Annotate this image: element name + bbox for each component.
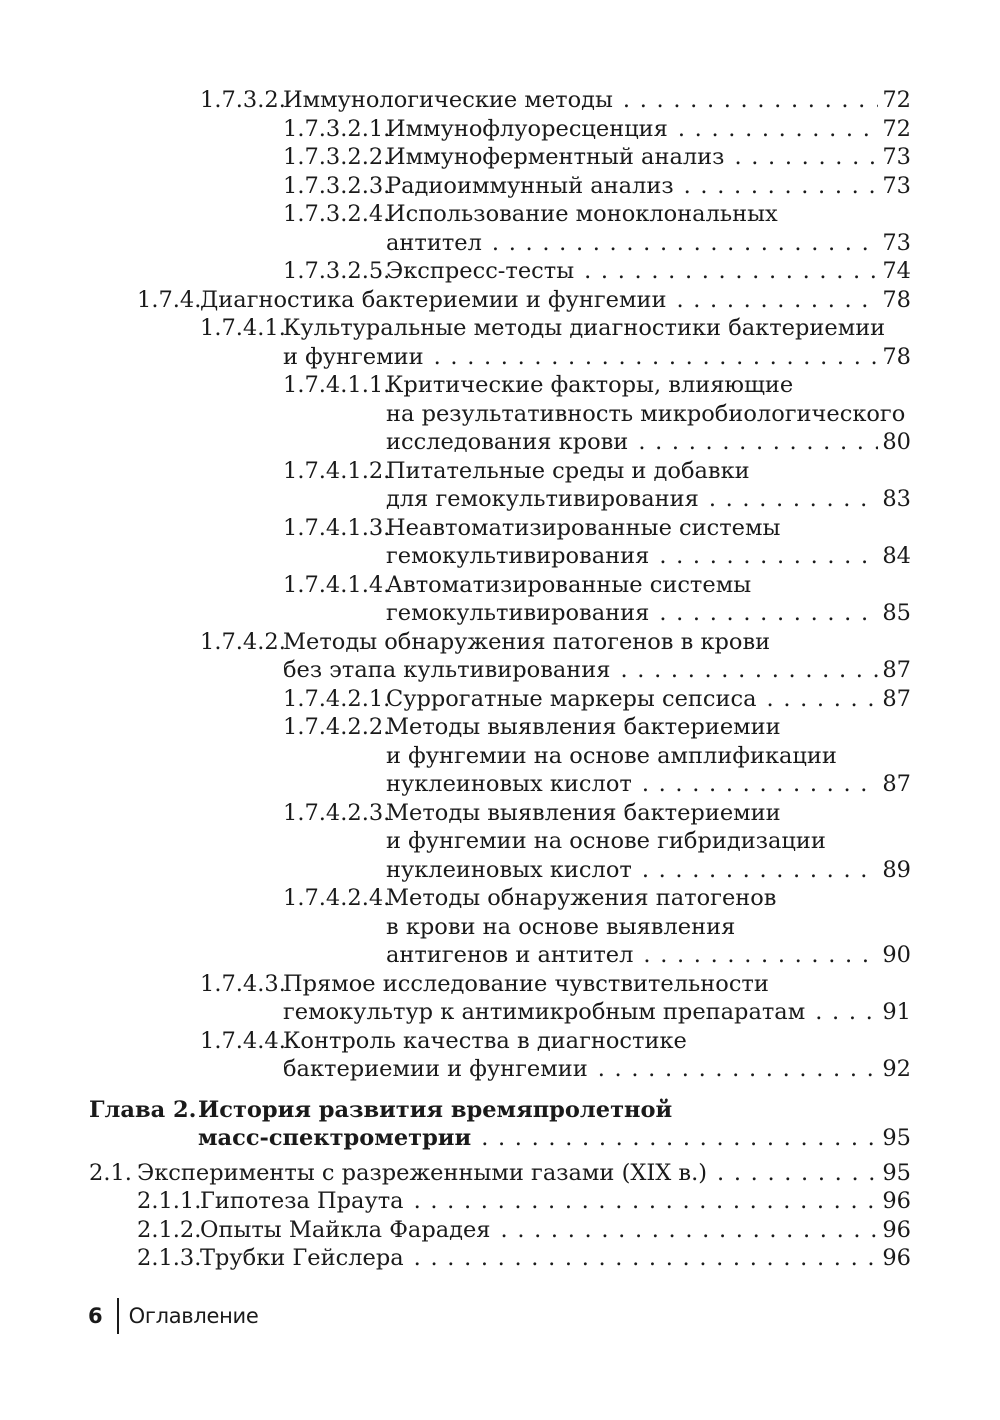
dot-leader: [471, 1124, 878, 1153]
toc-entry-number: 1.7.4.2.3.: [283, 799, 391, 826]
toc-entry-line: [386, 713, 911, 742]
toc-entry-title: Трубки Гейслера: [200, 1245, 404, 1271]
toc-entry-title: Эксперименты с разреженными газами (XIX в.): [137, 1159, 708, 1186]
toc-entry-page: 89: [882, 856, 911, 883]
toc-entry-line: [200, 1216, 911, 1245]
toc-entry-number: 2.1.3.: [137, 1245, 202, 1271]
dot-leader: [724, 143, 878, 172]
toc-entry-line: [283, 314, 911, 343]
toc-entry-title: Иммуноферментный анализ: [386, 144, 725, 170]
toc-entry-line: [386, 172, 911, 201]
toc-entry-title: Иммунологические методы: [283, 87, 613, 113]
toc-entry-page: 78: [882, 343, 911, 370]
toc-entry-line: [386, 799, 911, 828]
toc-entry-number: 2.1.: [89, 1159, 132, 1186]
table-of-contents: [0, 86, 1000, 1273]
toc-entry-title: гемокультивирования: [386, 600, 650, 626]
toc-entry-line: [386, 514, 911, 543]
running-title: Оглавление: [128, 1304, 259, 1328]
toc-entry-page: 90: [882, 942, 911, 968]
toc-entry-number: 1.7.4.2.2.: [283, 714, 391, 740]
toc-entry-number: 1.7.4.1.2.: [283, 457, 391, 484]
toc-entry-line: [386, 542, 911, 571]
dot-leader: [649, 542, 878, 571]
toc-entry-title: нуклеиновых кислот: [386, 771, 632, 797]
toc-entry-number: 1.7.4.1.: [200, 315, 286, 341]
toc-entry-number: 1.7.4.2.4.: [283, 885, 391, 911]
toc-entry-line: [198, 1096, 911, 1125]
toc-entry-line: [386, 485, 911, 514]
dot-leader: [404, 1187, 879, 1216]
toc-entry: [0, 571, 1000, 628]
toc-entry-line: [386, 941, 911, 970]
toc-entry-line: [386, 428, 911, 457]
dot-leader: [699, 485, 879, 514]
toc-entry-number: 1.7.3.2.4.: [283, 201, 391, 227]
toc-entry-title: и фунгемии: [283, 343, 424, 370]
toc-entry-line: [200, 286, 911, 315]
toc-entry-line: [198, 1124, 911, 1153]
toc-entry: [0, 884, 1000, 970]
toc-entry-number: 1.7.3.2.: [200, 87, 286, 113]
toc-entry-line: [283, 970, 911, 999]
toc-entry-title: антигенов и антител: [386, 942, 634, 968]
toc-entry-number: 1.7.4.1.1.: [283, 372, 391, 398]
toc-entry-title: Использование моноклональных: [386, 201, 778, 227]
toc-entry-line: [386, 457, 911, 486]
dot-leader: [668, 115, 879, 144]
toc-entry-line: [386, 884, 911, 913]
toc-entry-title: Критические факторы, влияющие: [386, 372, 794, 398]
toc-entry-title: Методы обнаружения патогенов: [386, 885, 777, 911]
toc-entry-page: 74: [882, 258, 911, 284]
toc-entry-title: Методы обнаружения патогенов в крови: [283, 628, 771, 655]
toc-entry: [0, 457, 1000, 514]
toc-entry-number: 1.7.4.2.: [200, 628, 286, 655]
toc-entry: [0, 143, 1000, 172]
toc-entry-page: 80: [882, 429, 911, 455]
toc-entry: [0, 172, 1000, 201]
toc-entry: [0, 86, 1000, 115]
toc-entry-number: 1.7.4.4.: [200, 1027, 286, 1054]
toc-entry-page: 96: [882, 1188, 911, 1214]
toc-entry-line: [386, 200, 911, 229]
dot-leader: [588, 1055, 879, 1084]
toc-entry: [0, 371, 1000, 457]
toc-entry-page: 87: [882, 657, 911, 683]
dot-leader: [632, 770, 879, 799]
toc-entry: [0, 1216, 1000, 1245]
dot-leader: [707, 1159, 878, 1188]
toc-entry-line: [386, 371, 911, 400]
toc-entry-line: [386, 115, 911, 144]
toc-entry: [0, 286, 1000, 315]
toc-entry-title: исследования крови: [386, 429, 629, 455]
toc-entry-title: Радиоиммунный анализ: [386, 172, 674, 199]
toc-entry-title: нуклеиновых кислот: [386, 856, 632, 883]
toc-entry: [0, 200, 1000, 257]
toc-entry: [0, 257, 1000, 286]
toc-entry-line: [386, 599, 911, 628]
toc-entry-number: 1.7.4.3.: [200, 970, 286, 997]
toc-entry-line: [386, 685, 911, 714]
dot-leader: [757, 685, 879, 714]
dot-leader: [482, 229, 878, 258]
toc-entry-title: без этапа культивирования: [283, 657, 611, 683]
toc-entry-page: 87: [882, 685, 911, 712]
dot-leader: [613, 86, 878, 115]
toc-entry-title: для гемокультивирования: [386, 486, 699, 512]
toc-entry-line: [386, 257, 911, 286]
page-number: 6: [88, 1304, 103, 1328]
toc-entry-title: Опыты Майкла Фарадея: [200, 1216, 491, 1243]
toc-entry-title: бактериемии и фунгемии: [283, 1056, 588, 1082]
toc-entry-title: на результативность микробиологического: [386, 400, 906, 427]
toc-entry-title: Культуральные методы диагностики бактериемии: [283, 315, 886, 341]
toc-entry-line: [200, 1187, 911, 1216]
toc-entry: [0, 1096, 1000, 1153]
toc-entry-line: [386, 827, 911, 856]
toc-entry-page: 73: [882, 172, 911, 199]
toc-entry-page: 95: [882, 1125, 911, 1151]
toc-entry: [0, 115, 1000, 144]
dot-leader: [649, 599, 878, 628]
toc-entry-line: [386, 856, 911, 885]
toc-entry-page: 73: [882, 229, 911, 256]
toc-entry-title: и фунгемии на основе гибридизации: [386, 828, 826, 854]
toc-entry-line: [283, 656, 911, 685]
toc-entry-line: [386, 229, 911, 258]
toc-entry: [0, 1244, 1000, 1273]
toc-entry-page: 83: [882, 486, 911, 512]
toc-entry-line: [386, 913, 911, 942]
toc-entry-page: 85: [882, 600, 911, 626]
toc-entry-line: [283, 343, 911, 372]
toc-entry-page: 84: [882, 543, 911, 569]
toc-entry-line: [200, 1244, 911, 1273]
toc-entry: [0, 685, 1000, 714]
toc-entry-page: 73: [882, 144, 911, 170]
toc-entry-title: гемокультур к антимикробным препаратам: [283, 999, 806, 1025]
toc-entry-title: Суррогатные маркеры сепсиса: [386, 685, 757, 712]
dot-leader: [632, 856, 879, 885]
toc-entry: [0, 713, 1000, 799]
toc-entry: [0, 1187, 1000, 1216]
toc-entry-number: 1.7.4.2.1.: [283, 685, 391, 712]
toc-entry-number: 1.7.4.: [137, 286, 202, 313]
dot-leader: [424, 343, 879, 372]
toc-entry-page: 95: [882, 1159, 911, 1186]
dot-leader: [633, 941, 878, 970]
toc-entry: [0, 314, 1000, 371]
dot-leader: [491, 1216, 879, 1245]
toc-entry-line: [283, 1055, 911, 1084]
toc-entry-line: [386, 143, 911, 172]
toc-entry-title: и фунгемии на основе амплификации: [386, 742, 837, 769]
toc-entry: [0, 970, 1000, 1027]
toc-entry-title: антител: [386, 229, 482, 256]
toc-entry-title: Прямое исследование чувствительности: [283, 970, 769, 997]
toc-entry-line: [386, 742, 911, 771]
toc-entry-line: [283, 628, 911, 657]
toc-entry-page: 91: [882, 999, 911, 1025]
dot-leader: [666, 286, 878, 315]
dot-leader: [805, 998, 878, 1027]
toc-entry: [0, 799, 1000, 885]
toc-entry-number: 1.7.4.1.3.: [283, 514, 391, 541]
toc-entry-number: 1.7.3.2.2.: [283, 144, 391, 170]
toc-entry: [0, 1027, 1000, 1084]
toc-entry-title: гемокультивирования: [386, 543, 650, 569]
toc-entry: [0, 1159, 1000, 1188]
toc-entry-number: 1.7.4.1.4.: [283, 571, 391, 598]
toc-entry-line: [283, 998, 911, 1027]
toc-entry-number: 1.7.3.2.5.: [283, 258, 391, 284]
toc-entry-title: Неавтоматизированные системы: [386, 514, 781, 541]
toc-entry-line: [137, 1159, 911, 1188]
toc-entry-number: Глава 2.: [89, 1096, 197, 1123]
page-footer: [88, 1298, 259, 1334]
toc-entry-number: 1.7.3.2.1.: [283, 115, 391, 142]
toc-entry-title: Экспресс-тесты: [386, 258, 575, 284]
toc-entry-number: 2.1.2.: [137, 1216, 202, 1243]
toc-entry-title: масс-спектрометрии: [198, 1125, 472, 1151]
toc-entry-number: 2.1.1.: [137, 1188, 202, 1214]
toc-entry-page: 92: [882, 1056, 911, 1082]
toc-entry-line: [386, 770, 911, 799]
toc-entry-title: Методы выявления бактериемии: [386, 799, 781, 826]
toc-entry-line: [386, 400, 911, 429]
toc-entry-title: История развития времяпролетной: [198, 1096, 673, 1123]
toc-entry: [0, 514, 1000, 571]
toc-entry-page: 78: [882, 286, 911, 313]
toc-entry-page: 72: [882, 115, 911, 142]
dot-leader: [574, 257, 878, 286]
toc-entry-title: Иммунофлуоресценция: [386, 115, 668, 142]
toc-entry: [0, 628, 1000, 685]
toc-entry-title: Гипотеза Праута: [200, 1188, 404, 1214]
dot-leader: [610, 656, 878, 685]
dot-leader: [674, 172, 879, 201]
toc-entry-page: 87: [882, 771, 911, 797]
toc-entry-title: Методы выявления бактериемии: [386, 714, 781, 740]
toc-entry-page: 96: [882, 1216, 911, 1243]
dot-leader: [628, 428, 878, 457]
toc-entry-title: Контроль качества в диагностике: [283, 1027, 687, 1054]
toc-entry-page: 96: [882, 1245, 911, 1271]
toc-entry-line: [283, 1027, 911, 1056]
toc-entry-number: 1.7.3.2.3.: [283, 172, 391, 199]
toc-entry-line: [283, 86, 911, 115]
dot-leader: [404, 1244, 879, 1273]
toc-entry-title: Питательные среды и добавки: [386, 457, 750, 484]
toc-entry-title: в крови на основе выявления: [386, 913, 736, 940]
toc-entry-title: Автоматизированные системы: [386, 571, 752, 598]
toc-entry-line: [386, 571, 911, 600]
toc-entry-title: Диагностика бактериемии и фунгемии: [200, 286, 667, 313]
toc-entry-page: 72: [882, 87, 911, 113]
